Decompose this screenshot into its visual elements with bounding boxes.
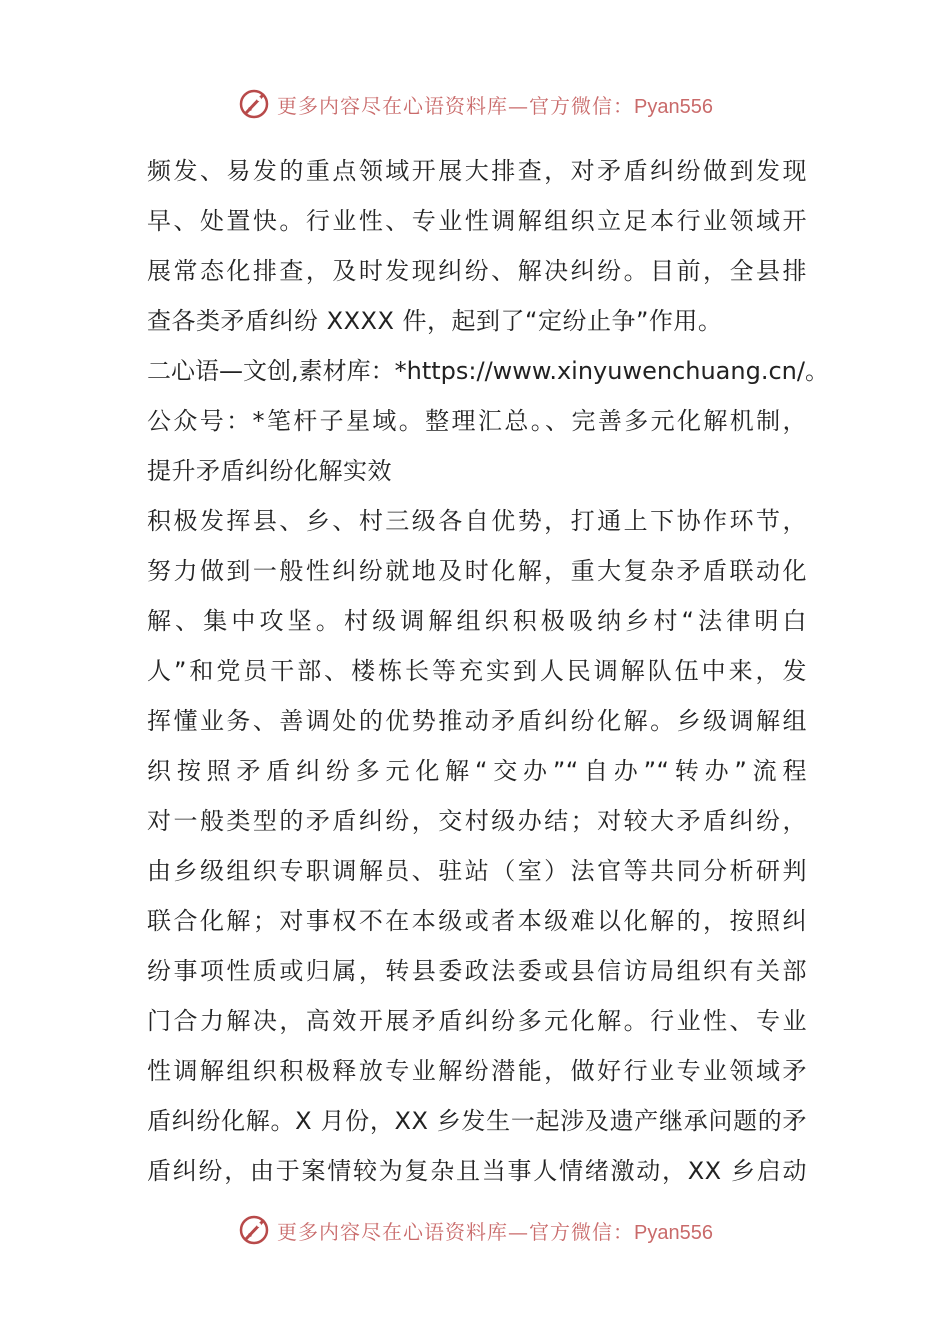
body-line: 展常态化排查，及时发现纠纷、解决纠纷。目前，全县排 <box>147 257 807 285</box>
body-line: 由乡级组织专职调解员、驻站（室）法官等共同分析研判 <box>147 857 807 885</box>
footer-banner <box>0 1210 950 1250</box>
section-heading: 提升矛盾纠纷化解实效 <box>147 457 392 485</box>
document-body <box>147 146 829 1196</box>
body-line: 早、处置快。行业性、专业性调解组织立足本行业领域开 <box>147 207 807 235</box>
body-line: 织按照矛盾纠纷多元化解“交办”“自办”“转办”流程 <box>147 757 807 785</box>
body-line: 对一般类型的矛盾纠纷，交村级办结；对较大矛盾纠纷， <box>147 807 807 835</box>
footer-banner-handle: Pyan556 <box>634 1221 713 1244</box>
body-line: 性调解组织积极释放专业解纷潜能，做好行业专业领域矛 <box>147 1057 807 1085</box>
body-line: 解、集中攻坚。村级调解组织积极吸纳乡村“法律明白 <box>147 607 807 635</box>
pen-logo-icon <box>237 87 271 121</box>
footer-banner-content <box>237 1213 713 1247</box>
body-line: 努力做到一般性纠纷就地及时化解，重大复杂矛盾联动化 <box>147 557 807 585</box>
body-line: 盾纠纷，由于案情较为复杂且当事人情绪激动，XX 乡启动 <box>147 1157 807 1185</box>
body-line: 公众号：*笔杆子星域。整理汇总。、完善多元化解机制， <box>147 407 807 435</box>
header-banner <box>0 84 950 124</box>
body-line: 联合化解；对事权不在本级或者本级难以化解的，按照纠 <box>147 907 807 935</box>
header-banner-text: 更多内容尽在心语资料库—官方微信：Pyan556 <box>277 93 713 118</box>
body-line: 二心语—文创,素材库：*https://www.xinyuwenchuang.cn/。 <box>147 357 829 385</box>
body-line: 盾纠纷化解。X 月份，XX 乡发生一起涉及遗产继承问题的矛 <box>147 1107 807 1135</box>
body-line: 查各类矛盾纠纷 XXXX 件，起到了“定纷止争”作用。 <box>147 307 723 335</box>
body-line: 人”和党员干部、楼栋长等充实到人民调解队伍中来，发 <box>147 657 807 685</box>
header-banner-content <box>237 87 713 121</box>
body-line: 门合力解决，高效开展矛盾纠纷多元化解。行业性、专业 <box>147 1007 807 1035</box>
pen-logo-icon <box>237 1213 271 1247</box>
body-line: 纷事项性质或归属，转县委政法委或县信访局组织有关部 <box>147 957 807 985</box>
body-line: 积极发挥县、乡、村三级各自优势，打通上下协作环节， <box>147 507 807 535</box>
body-line: 挥懂业务、善调处的优势推动矛盾纠纷化解。乡级调解组 <box>147 707 807 735</box>
body-line: 频发、易发的重点领域开展大排查，对矛盾纠纷做到发现 <box>147 157 807 185</box>
header-banner-handle: Pyan556 <box>634 95 713 118</box>
footer-banner-text: 更多内容尽在心语资料库—官方微信：Pyan556 <box>277 1219 713 1244</box>
